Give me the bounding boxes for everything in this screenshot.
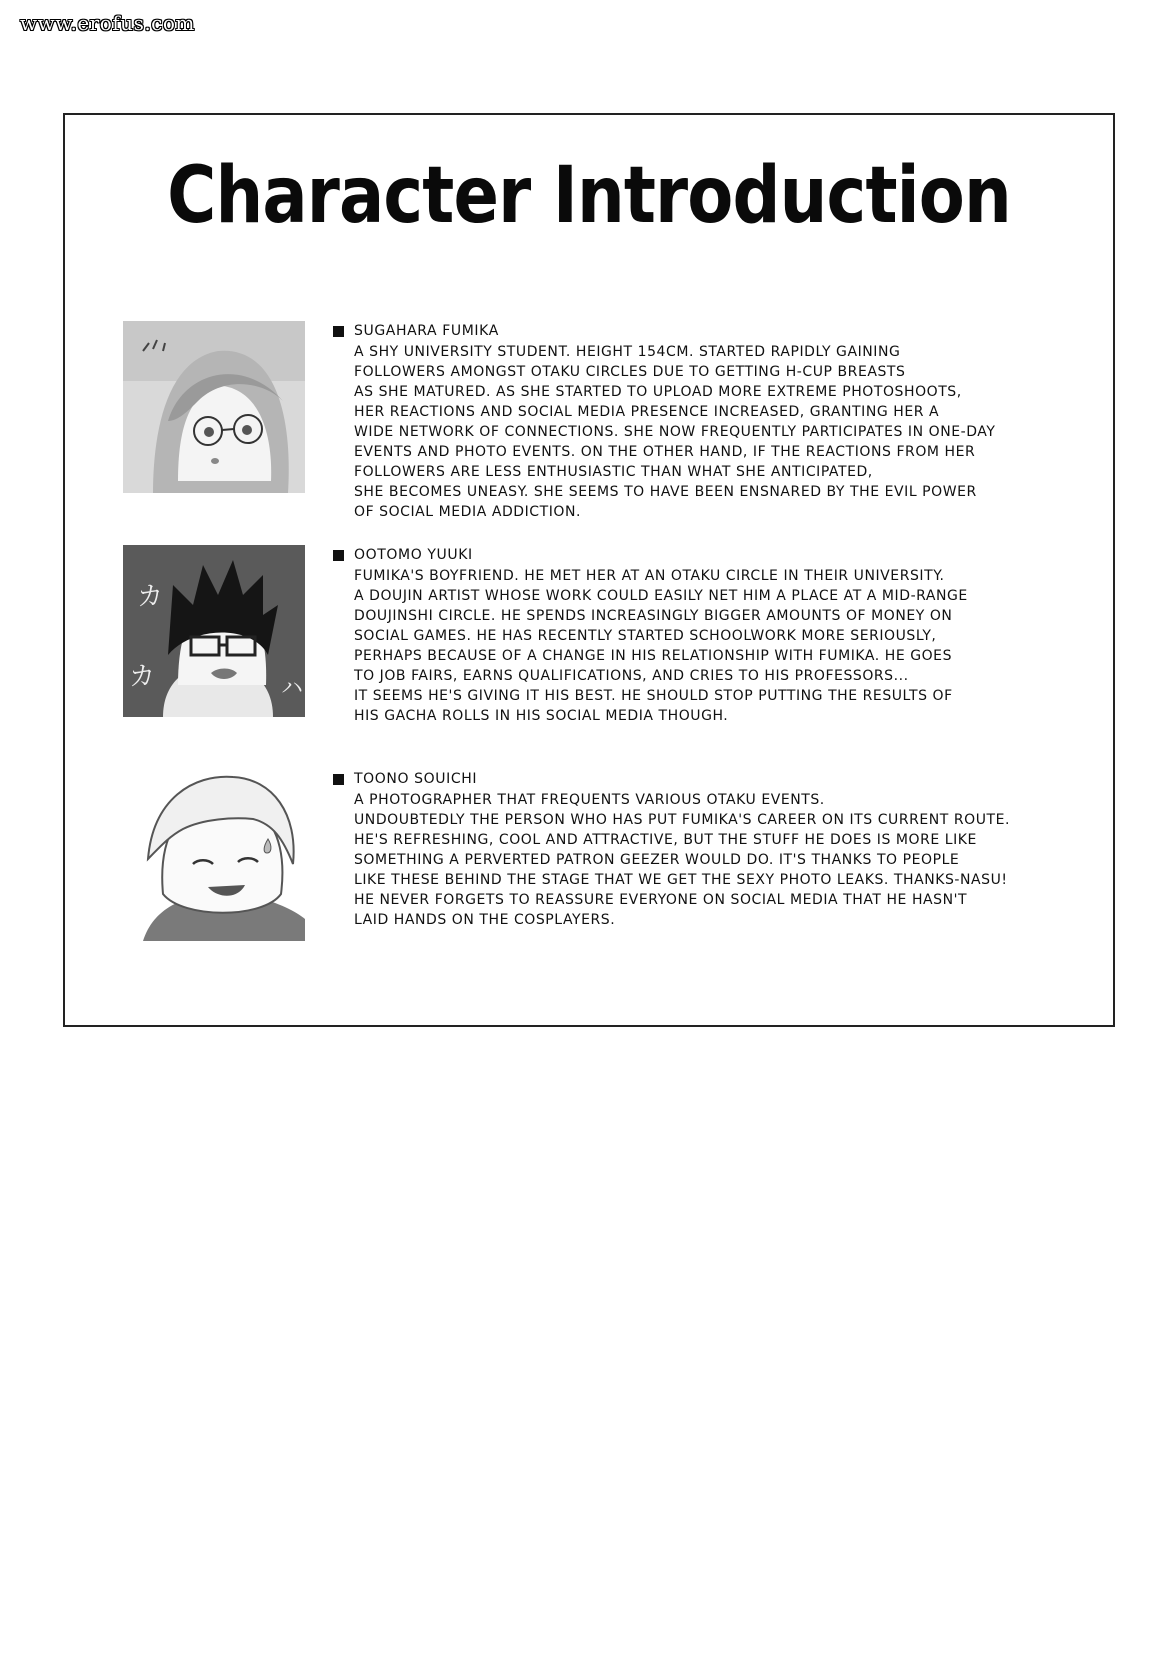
description-line: SOCIAL GAMES. HE HAS RECENTLY STARTED SCHOOLWORK MORE SERIOUSLY, [354,628,937,644]
description-line: TO JOB FAIRS, EARNS QUALIFICATIONS, AND CRIES TO HIS PROFESSORS... [354,668,909,684]
description-line: FUMIKA'S BOYFRIEND. HE MET HER AT AN OTAKU CIRCLE IN THEIR UNIVERSITY. [354,568,945,584]
description-line: EVENTS AND PHOTO EVENTS. ON THE OTHER HAND, IF THE REACTIONS FROM HER [354,444,976,460]
yuuki-portrait [123,545,305,717]
souichi-description [333,769,1108,930]
description-line: HE'S REFRESHING, COOL AND ATTRACTIVE, BUT THE STUFF HE DOES IS MORE LIKE [354,832,977,848]
description-line: FOLLOWERS ARE LESS ENTHUSIASTIC THAN WHAT SHE ANTICIPATED, [354,464,873,480]
description-line: HER REACTIONS AND SOCIAL MEDIA PRESENCE INCREASED, GRANTING HER A [354,404,940,420]
character-name-row [333,545,1108,565]
fumika-description [333,321,1108,522]
character-name-row [333,321,1108,341]
description-line: DOUJINSHI CIRCLE. HE SPENDS INCREASINGLY BIGGER AMOUNTS OF MONEY ON [354,608,953,624]
site-watermark: www.erofus.com [20,11,195,35]
description-line: AS SHE MATURED. AS SHE STARTED TO UPLOAD MORE EXTREME PHOTOSHOOTS, [354,384,962,400]
character-intro-panel [63,113,1115,1027]
description-line: A SHY UNIVERSITY STUDENT. HEIGHT 154CM. STARTED RAPIDLY GAINING [354,344,901,360]
description-line: SHE BECOMES UNEASY. SHE SEEMS TO HAVE BEEN ENSNARED BY THE EVIL POWER [354,484,977,500]
yuuki-portrait-drawing [123,545,305,717]
description-line: SOMETHING A PERVERTED PATRON GEEZER WOULD DO. IT'S THANKS TO PEOPLE [354,852,960,868]
description-line: IT SEEMS HE'S GIVING IT HIS BEST. HE SHOULD STOP PUTTING THE RESULTS OF [354,688,953,704]
bullet-square-icon [333,326,344,337]
description-line: OF SOCIAL MEDIA ADDICTION. [354,504,581,520]
svg-text:カ: カ [137,582,164,612]
bullet-square-icon [333,774,344,785]
description-line: A PHOTOGRAPHER THAT FREQUENTS VARIOUS OTAKU EVENTS. [354,792,825,808]
character-name-row [333,769,1108,789]
description-line: PERHAPS BECAUSE OF A CHANGE IN HIS RELATIONSHIP WITH FUMIKA. HE GOES [354,648,953,664]
description-line: A DOUJIN ARTIST WHOSE WORK COULD EASILY NET HIM A PLACE AT A MID-RANGE [354,588,968,604]
fumika-portrait-drawing [123,321,305,493]
description-line: UNDOUBTEDLY THE PERSON WHO HAS PUT FUMIKA'S CAREER ON ITS CURRENT ROUTE. [354,812,1011,828]
yuuki-description [333,545,1108,726]
souichi-portrait-drawing [123,769,305,941]
souichi-portrait [123,769,305,941]
description-line: HIS GACHA ROLLS IN HIS SOCIAL MEDIA THOUGH. [354,708,729,724]
svg-text:カ: カ [129,662,156,692]
description-line: WIDE NETWORK OF CONNECTIONS. SHE NOW FREQUENTLY PARTICIPATES IN ONE-DAY [354,424,996,440]
page-title: Character Introduction [167,151,1011,241]
description-line: LIKE THESE BEHIND THE STAGE THAT WE GET THE SEXY PHOTO LEAKS. THANKS-NASU! [354,872,1008,888]
fumika-portrait [123,321,305,493]
character-name: SUGAHARA FUMIKA [354,323,499,339]
character-name: OOTOMO YUUKI [354,547,473,563]
svg-text:ハ: ハ [281,676,304,701]
character-name: TOONO SOUICHI [354,771,478,787]
description-line: HE NEVER FORGETS TO REASSURE EVERYONE ON SOCIAL MEDIA THAT HE HASN'T [354,892,968,908]
bullet-square-icon [333,550,344,561]
description-line: FOLLOWERS AMONGST OTAKU CIRCLES DUE TO GETTING H-CUP BREASTS [354,364,906,380]
description-line: LAID HANDS ON THE COSPLAYERS. [354,912,616,928]
